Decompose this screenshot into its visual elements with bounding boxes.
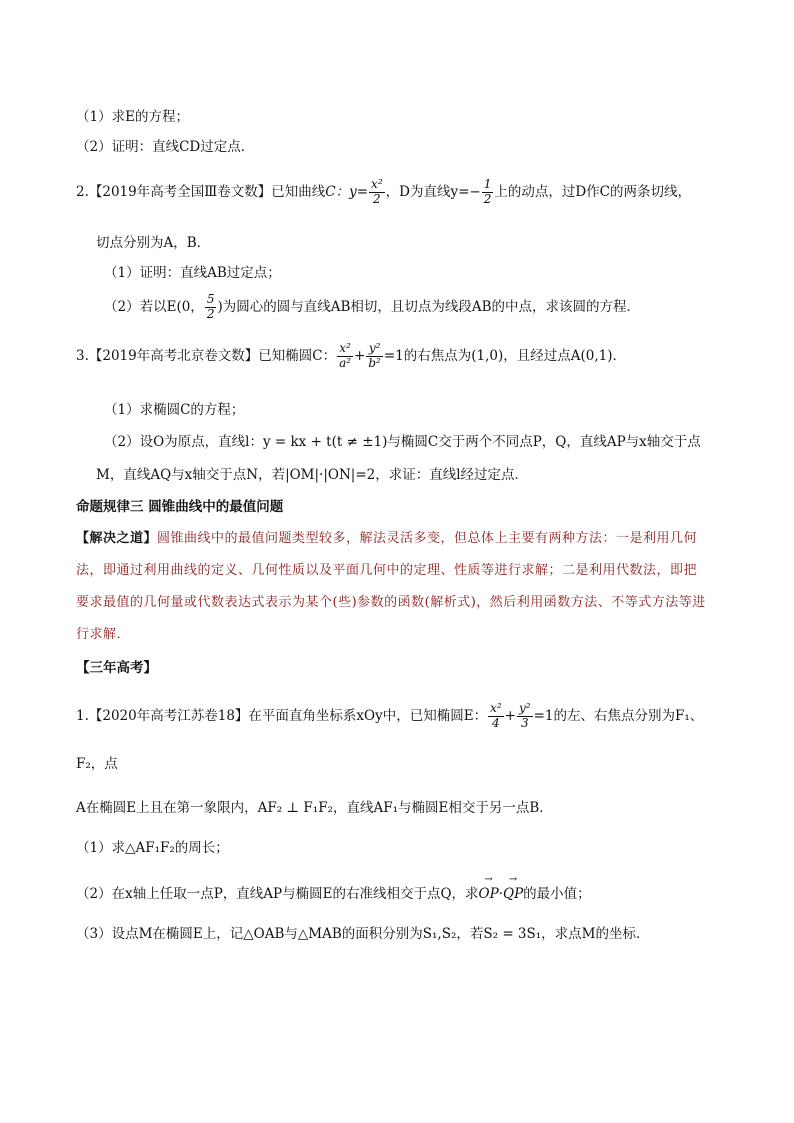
problem-3-question-1: （1）求椭圆C的方程；: [104, 402, 245, 418]
problem-2-label: 2.【2019年高考全国Ⅲ卷文数】已知曲线: [76, 183, 326, 200]
three-years-heading: 【三年高考】: [76, 660, 157, 676]
problem-2-statement: [76, 178, 691, 207]
problem-2-question-1: （1）证明：直线AB过定点；: [104, 265, 281, 281]
p1-question-1: （1）求E的方程；: [76, 109, 189, 125]
vector-op: → OP: [479, 886, 499, 902]
problem-2-tail: 上的动点，过D作C的两条切线，: [494, 183, 691, 200]
problem-3-statement: 3.【2019年高考北京卷文数】已知椭圆C： $\frac{\text{x²}}{\text{a²}}$ + $\frac{\text{y²}}{\text{b²}}$ =1的右焦点为(1,0)，且经过点A(0,1)．: [76, 341, 627, 370]
p1-question-2: （2）证明：直线CD过定点．: [76, 139, 255, 155]
method-line-2: 法，即通过利用曲线的定义、几何性质以及平面几何中的定理、性质等进行求解；二是利用代数法，即把: [76, 563, 698, 578]
fraction-1-over-2: $\frac{1}{2}$: [483, 177, 492, 206]
problem-4-question-2: （2）在x轴上任取一点P，直线AP与椭圆E的右准线相交于点Q，求→ OP·→ QP的最小值；: [76, 882, 591, 902]
fraction-5-over-2: $\frac{5}{2}$: [206, 292, 215, 321]
problem-4-label: 1.【2020年高考江苏卷18】在平面直角坐标系xOy中，已知椭圆E：: [76, 707, 488, 724]
problem-3-label: 3.【2019年高考北京卷文数】已知椭圆C：: [76, 347, 337, 364]
problem-4-line-3: A在椭圆E上且在第一象限内，AF₂ ⊥ F₁F₂，直线AF₁与椭圆E相交于另一点B．: [76, 800, 553, 816]
method-line-1: 【解决之道】圆锥曲线中的最值问题类型较多，解法灵活多变，但总体上主要有两种方法：一是利用几何: [76, 531, 698, 546]
fraction-x2-over-4: $\frac{\text{x²}}{4}$: [490, 701, 502, 730]
method-label: 【解决之道】: [76, 531, 158, 546]
method-line-3: 要求最值的几何量或代数表达式表示为某个(些)参数的函数(解析式)，然后利用函数方法、不等式方法等进: [76, 595, 706, 610]
vector-qp: → QP: [503, 886, 523, 902]
fraction-y2-over-3: $\frac{\text{y²}}{3}$: [518, 701, 531, 730]
section-heading-rule-3: 命题规律三 圆锥曲线中的最值问题: [76, 499, 284, 515]
problem-4-question-3: （3）设点M在椭圆E上，记△OAB与△MAB的面积分别为S₁,S₂，若S₂ = 3S₁，求点M的坐标．: [76, 926, 650, 942]
fraction-x2-over-2: $\frac{\text{x²}}{2}$: [371, 177, 383, 206]
fraction-y2-over-b2: $\frac{\text{y²}}{\text{b²}}$: [368, 341, 381, 370]
problem-2-question-2: （2）若以E(0， $\frac{5}{2}$ )为圆心的圆与直线AB相切，且切点为线段AB的中点，求该圆的方程．: [104, 292, 641, 321]
problem-4-question-1: （1）求△AF₁F₂的周长；: [76, 840, 229, 856]
fraction-x2-over-a2: $\frac{\text{x²}}{\text{a²}}$: [339, 341, 352, 370]
curve-def: C：y=: [325, 183, 369, 200]
problem-2-line-2: 切点分别为A，B．: [96, 235, 211, 251]
problem-4-line-2: F₂，点: [76, 756, 118, 772]
problem-3-question-2-line-1: （2）设O为原点，直线l：y = kx + t(t ≠ ±1)与椭圆C交于两个不同点P，Q，直线AP与x轴交于点: [104, 434, 701, 450]
problem-3-question-2-line-2: M，直线AQ与x轴交于点N，若|OM|·|ON|=2，求证：直线l经过定点．: [96, 467, 529, 483]
problem-2-mid: ，D为直线y=−: [385, 183, 481, 200]
problem-4-statement: 1.【2020年高考江苏卷18】在平面直角坐标系xOy中，已知椭圆E： $\frac{\text{x²}}{4}$ + $\frac{\text{y²}}{3}$ =1的左、右焦点分别为F₁、: [76, 701, 704, 730]
method-line-4: 行求解．: [76, 627, 131, 642]
